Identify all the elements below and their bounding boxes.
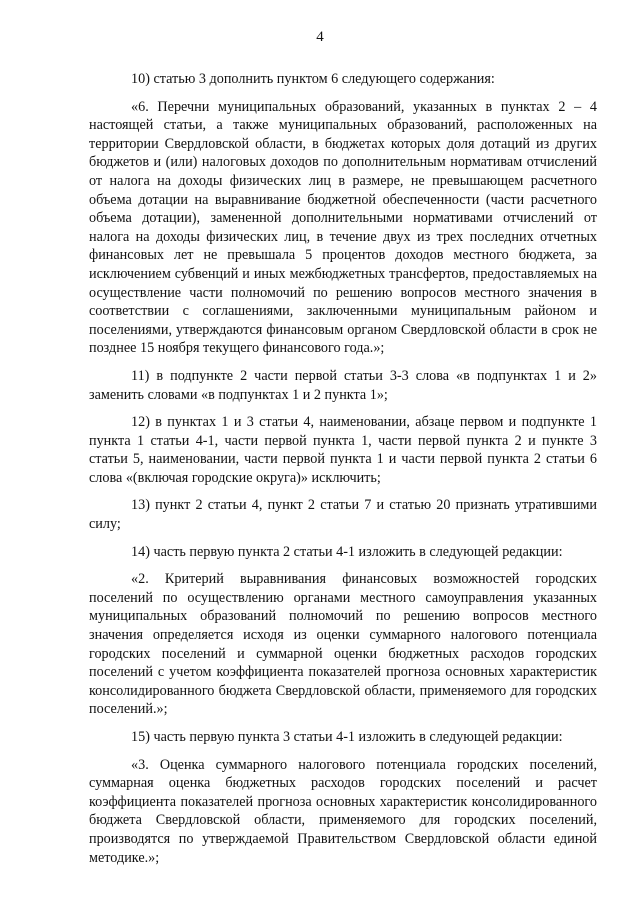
- paragraph-item-3-quote: «3. Оценка суммарного налогового потенциала городских поселений, суммарная оценка бюджетных расходов городских поселений и расчет коэффициента показателей прогноза основных характеристик консолидированного бюджета Свердловской области, применяемого для городских поселений, производятся по утверждаемой Правительством Свердловской области единой методике.»;: [89, 756, 597, 866]
- paragraph-item-13: 13) пункт 2 статьи 4, пункт 2 статьи 7 и статью 20 признать утратившими силу;: [89, 497, 597, 533]
- paragraph-item-11: 11) в подпункте 2 части первой статьи 3-3 слова «в подпунктах 1 и 2» заменить словами «в подпунктах 1 и 2 пункта 1»;: [89, 367, 597, 403]
- paragraph-item-10: 10) статью 3 дополнить пунктом 6 следующего содержания:: [131, 71, 495, 87]
- paragraph-item-15: 15) часть первую пункта 3 статьи 4-1 изложить в следующей редакции:: [131, 729, 563, 745]
- page-number: 4: [316, 29, 324, 45]
- paragraph-item-14: 14) часть первую пункта 2 статьи 4-1 изложить в следующей редакции:: [131, 543, 563, 560]
- paragraph-item-2-quote: «2. Критерий выравнивания финансовых возможностей городских поселений по осуществлению органами местного самоуправления указанных муниципальных образований полномочий по решению вопросов местного значения определяется исходя из оценки суммарного налогового потенциала городских поселений и суммарной оценки бюджетных расходов городских поселений с учетом коэффициента показателей прогноза основных характеристик консолидированного бюджета Свердловской области, применяемого для городских поселений.»;: [89, 571, 597, 718]
- paragraph-item-12: 12) в пунктах 1 и 3 статьи 4, наименовании, абзаце первом и подпункте 1 пункта 1 статьи 4-1, части первой пункта 1, части первой пункта 2 и пункте 3 статьи 5, наименовании, части первой пункта 1 и части первой пункта 2 статьи 6 слова «(включая городские округа)» исключить;: [89, 414, 597, 486]
- paragraph-item-6-quote: «6. Перечни муниципальных образований, указанных в пунктах 2 – 4 настоящей статьи, а также муниципальных образований, расположенных на территории Свердловской области, в бюджетах которых доля дотаций из других бюджетов и (или) налоговых доходов по дополнительным нормативам отчислений от налога на доходы физических лиц в размере, не превышающем расчетного объема дотации на выравнивание бюджетной обеспеченности (части расчетного объема дотации), замененной дополнительными нормативами отчислений от налога на доходы физических лиц, в течение двух из трех последних отчетных финансовых лет не превышала 5 процентов доходов местного бюджета, за исключением субвенций и иных межбюджетных трансфертов, предоставляемых на осуществление части полномочий по решению вопросов местного значения в соответствии с соглашениями, заключенными муниципальным районом и поселениями, утверждаются финансовым органом Свердловской области в срок не позднее 15 ноября текущего финансового года.»;: [89, 98, 597, 357]
- document-body: [89, 70, 597, 876]
